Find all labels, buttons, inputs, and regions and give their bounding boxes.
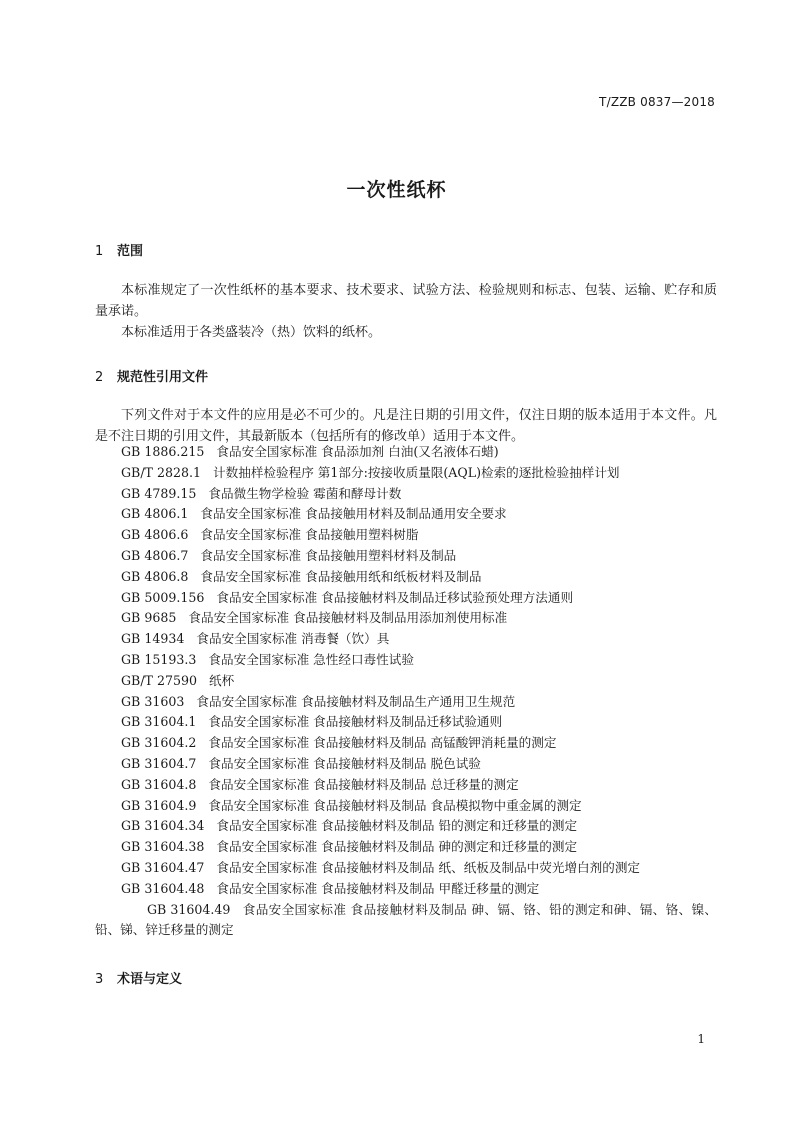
reference-title: 食品安全国家标准 食品接触用塑料树脂 — [200, 527, 419, 543]
reference-item — [95, 650, 717, 671]
section-2-heading — [95, 366, 208, 385]
section-2-title: 规范性引用文件 — [117, 370, 209, 385]
reference-item — [95, 588, 717, 609]
reference-item — [95, 775, 717, 796]
page-number: 1 — [697, 1032, 705, 1046]
reference-title: 食品安全国家标准 食品接触材料及制品 高锰酸钾消耗量的测定 — [208, 735, 557, 751]
reference-item — [95, 712, 717, 733]
reference-code: GB 1886.215 — [121, 444, 205, 459]
reference-item — [95, 671, 717, 692]
reference-title: 食品安全国家标准 食品接触材料及制品生产通用卫生规范 — [196, 693, 516, 709]
reference-title: 食品安全国家标准 食品接触材料及制品迁移试验通则 — [208, 714, 503, 730]
section-1-title: 范围 — [117, 244, 144, 259]
reference-code: GB 4806.7 — [121, 547, 189, 563]
reference-title: 食品安全国家标准 食品接触材料及制品 甲醛迁移量的测定 — [216, 880, 540, 896]
section-3-heading — [95, 968, 182, 987]
reference-title: 食品安全国家标准 急性经口毒性试验 — [208, 651, 414, 667]
section-2-body — [95, 405, 717, 447]
reference-list — [95, 442, 717, 941]
reference-item — [95, 796, 717, 817]
reference-code: GB 4806.8 — [121, 568, 189, 584]
reference-item — [95, 816, 717, 837]
reference-item — [95, 900, 717, 942]
reference-item — [95, 858, 717, 879]
reference-code: GB 5009.156 — [121, 589, 205, 605]
reference-item — [95, 504, 717, 525]
section-3-number: 3 — [95, 972, 104, 987]
reference-title: 食品安全国家标准 食品接触材料及制品 食品模拟物中重金属的测定 — [208, 797, 582, 813]
reference-item — [95, 442, 717, 463]
reference-item — [95, 608, 717, 629]
reference-code: GB 31603 — [121, 693, 185, 709]
reference-title: 食品安全国家标准 食品接触材料及制品 砷、镉、铬、铅的测定和砷、镉、铬、镍、铅、锑、锌迁移量的测定 — [95, 901, 717, 938]
reference-title: 食品安全国家标准 食品接触材料及制品迁移试验预处理方法通则 — [216, 589, 574, 605]
normative-intro-paragraph: 下列文件对于本文件的应用是必不可少的。凡是注日期的引用文件，仅注日期的版本适用于本文件。凡是不注日期的引用文件，其最新版本（包括所有的修改单）适用于本文件。 — [95, 408, 717, 444]
reference-item — [95, 837, 717, 858]
standard-code: T/ZZB 0837—2018 — [599, 95, 715, 109]
section-2-number: 2 — [95, 370, 104, 385]
section-1-heading — [95, 240, 143, 259]
reference-title: 食品安全国家标准 食品添加剂 白油(又名液体石蜡) — [216, 444, 499, 459]
reference-item — [95, 525, 717, 546]
reference-code: GB 9685 — [121, 610, 177, 626]
reference-item — [95, 463, 717, 484]
reference-title: 计数抽样检验程序 第1部分:按接收质量限(AQL)检索的逐批检验抽样计划 — [213, 464, 620, 480]
reference-code: GB/T 2828.1 — [121, 464, 202, 480]
section-1-number: 1 — [95, 244, 104, 259]
applicability-paragraph: 本标准适用于各类盛装冷（热）饮料的纸杯。 — [121, 325, 382, 340]
reference-code: GB 15193.3 — [121, 651, 197, 667]
reference-code: GB 31604.2 — [121, 735, 197, 751]
reference-code: GB 31604.8 — [121, 776, 197, 792]
reference-code: GB 4806.1 — [121, 506, 189, 522]
reference-code: GB 4806.6 — [121, 527, 189, 543]
reference-title: 食品安全国家标准 食品接触材料及制品 纸、纸板及制品中荧光增白剂的测定 — [216, 859, 641, 875]
reference-code: GB 31604.49 — [147, 901, 231, 917]
reference-code: GB 31604.34 — [121, 818, 205, 834]
reference-code: GB 31604.9 — [121, 797, 197, 813]
reference-code: GB 31604.48 — [121, 880, 205, 896]
reference-code: GB 31604.7 — [121, 755, 197, 771]
reference-title: 食品安全国家标准 食品接触材料及制品 砷的测定和迁移量的测定 — [216, 839, 578, 855]
reference-item — [95, 733, 717, 754]
reference-item — [95, 692, 717, 713]
reference-item — [95, 879, 717, 900]
reference-title: 食品安全国家标准 食品接触材料及制品用添加剂使用标准 — [188, 610, 508, 626]
reference-title: 食品安全国家标准 食品接触材料及制品 总迁移量的测定 — [208, 776, 519, 792]
reference-title: 食品安全国家标准 食品接触材料及制品 脱色试验 — [208, 755, 481, 771]
reference-code: GB 31604.47 — [121, 859, 205, 875]
reference-item — [95, 754, 717, 775]
reference-title: 食品安全国家标准 食品接触用纸和纸板材料及制品 — [200, 568, 482, 584]
reference-title: 纸杯 — [209, 672, 235, 688]
reference-code: GB 31604.38 — [121, 839, 205, 855]
reference-code: GB 31604.1 — [121, 714, 197, 730]
reference-title: 食品安全国家标准 食品接触用塑料材料及制品 — [200, 547, 457, 563]
section-3-title: 术语与定义 — [117, 972, 183, 987]
reference-code: GB/T 27590 — [121, 672, 198, 688]
reference-item — [95, 629, 717, 650]
reference-code: GB 4789.15 — [121, 485, 197, 501]
reference-item — [95, 484, 717, 505]
reference-title: 食品安全国家标准 消毒餐（饮）具 — [196, 631, 390, 647]
reference-item — [95, 567, 717, 588]
reference-title: 食品安全国家标准 食品接触用材料及制品通用安全要求 — [200, 506, 507, 522]
section-1-body — [95, 280, 717, 343]
scope-paragraph: 本标准规定了一次性纸杯的基本要求、技术要求、试验方法、检验规则和标志、包装、运输、贮存和质量承诺。 — [95, 283, 717, 319]
reference-title: 食品微生物学检验 霉菌和酵母计数 — [208, 485, 402, 501]
reference-code: GB 14934 — [121, 631, 185, 647]
document-title: 一次性纸杯 — [346, 179, 447, 201]
reference-item — [95, 546, 717, 567]
reference-title: 食品安全国家标准 食品接触材料及制品 铅的测定和迁移量的测定 — [216, 818, 578, 834]
